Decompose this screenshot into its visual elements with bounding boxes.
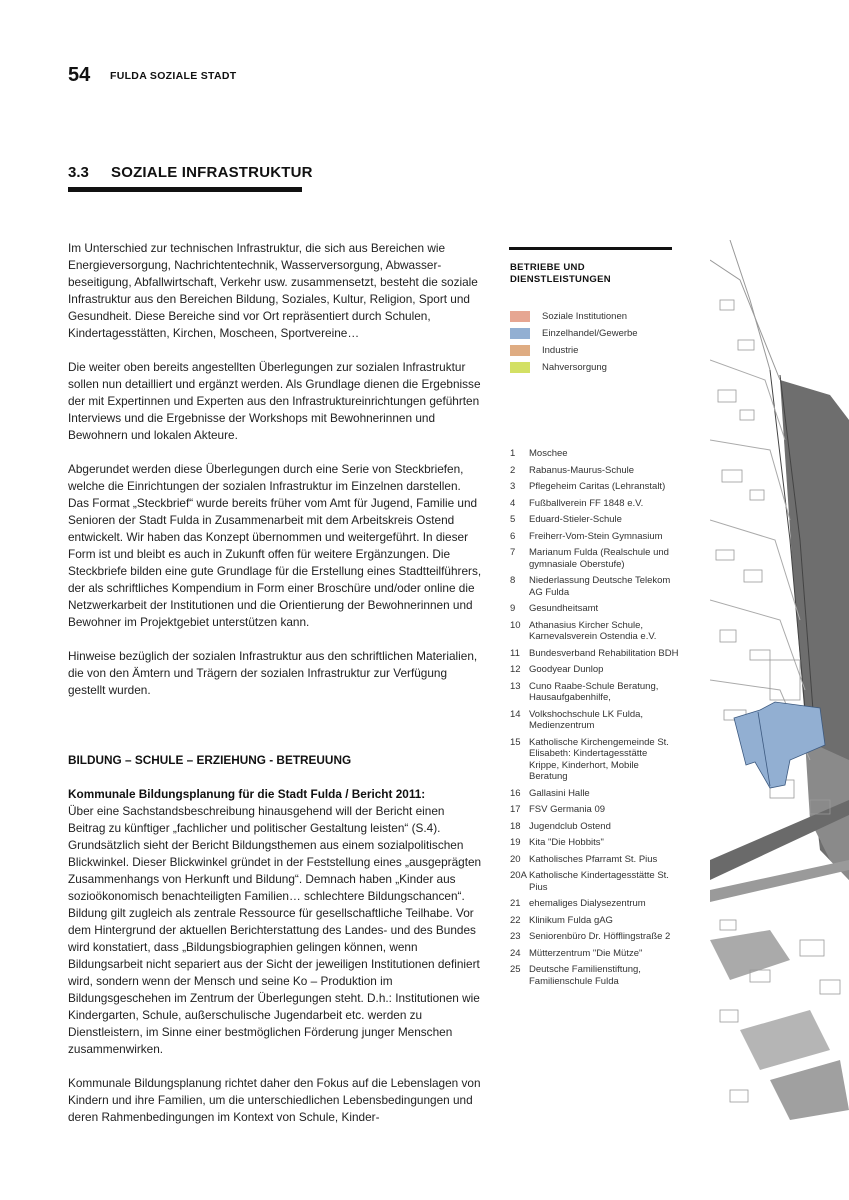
- list-item-number: 4: [510, 497, 516, 509]
- list-item: [510, 915, 680, 927]
- body-text-intro: [68, 240, 484, 699]
- list-item-number: 17: [510, 804, 521, 815]
- legend-label: Industrie: [542, 345, 579, 356]
- list-item-number: 5: [510, 514, 516, 525]
- list-item-text: Bundesverband Rehabilitation BDH: [529, 647, 679, 659]
- list-item-number: 12: [510, 664, 521, 675]
- list-item: [510, 575, 680, 598]
- section-rule: [68, 187, 302, 192]
- list-item: [510, 821, 680, 833]
- list-item-text: Eduard-Stieler-Schule: [529, 514, 622, 525]
- list-item: [510, 514, 680, 526]
- legend-item: [510, 361, 607, 374]
- section-number: 3.3: [68, 164, 89, 181]
- list-item: [510, 931, 680, 943]
- subheading-bildungsplanung: Kommunale Bildungsplanung für die Stadt Fulda / Bericht 2011:: [68, 787, 426, 801]
- paragraph-1: Im Unterschied zur technischen Infrastruktur, die sich aus Bereichen wie Energieversorgung, Nachrichtentechnik, Wasserversorgung, Abwasserbeseitigung, Abfallwirtschaft, Verkehr usw. zusammensetzt, besteht die soziale Infrastruktur aus den Bereichen Bildung, Soziales, Kultur, Religion, Sport und Gesundheit. Diese Bereiche sind vor Ort repräsentiert durch Schulen, Kindertagesstätten, Kirchen, Moscheen, Sportvereine…: [68, 241, 478, 340]
- list-item: [510, 681, 680, 704]
- list-item-number: 20A: [510, 870, 527, 881]
- list-item: [510, 898, 680, 910]
- list-item-number: 13: [510, 680, 521, 692]
- list-item-number: 15: [510, 736, 521, 748]
- list-item-number: 14: [510, 708, 521, 720]
- list-item-number: 19: [510, 837, 521, 848]
- list-item-text: Deutsche Familienstiftung, Familienschule Fulda: [529, 964, 641, 987]
- paragraph-4: Hinweise bezüglich der sozialen Infrastruktur aus den schriftlichen Materialien, die von den Ämtern und Trägern der sozialen Infrastruktur zur Verfügung gestellt wurden.: [68, 649, 478, 697]
- list-item-text: FSV Germania 09: [529, 804, 606, 815]
- list-item: [510, 465, 680, 477]
- list-item: [510, 648, 680, 660]
- legend-item: [510, 310, 627, 323]
- list-item-text: Gesundheitsamt: [529, 603, 599, 614]
- legend-swatch: [510, 345, 530, 356]
- section-title: SOZIALE INFRASTRUKTUR: [111, 164, 313, 181]
- list-item: [510, 870, 680, 893]
- list-item: [510, 804, 680, 816]
- list-item-text: Fußballverein FF 1848 e.V.: [529, 497, 644, 509]
- list-item: [510, 620, 680, 643]
- list-item-number: 18: [510, 820, 521, 832]
- list-item: [510, 664, 680, 676]
- list-item-number: 25: [510, 964, 521, 975]
- list-item: [510, 603, 680, 615]
- paragraph-2: Die weiter oben bereits angestellten Überlegungen zur sozialen Infrastruktur sollen nun detailliert und ergänzt werden. Als Grundlage dienen die Ergebnisse der mit Expertinnen und Experten aus den Infrastruktureinrichtungen geführten Interviews und die Ergebnisse der Workshops mit Bewohnerinnen und Bewohnern und lokalen Akteure.: [68, 360, 481, 442]
- list-item: [510, 547, 680, 570]
- list-item-number: 7: [510, 547, 516, 558]
- list-item-text: Mütterzentrum "Die Mütze": [529, 947, 643, 959]
- legend-title: BETRIEBE UND DIENSTLEISTUNGEN: [510, 262, 611, 285]
- list-item-number: 22: [510, 914, 521, 926]
- list-item-text: ehemaliges Dialysezentrum: [529, 898, 646, 909]
- list-item-number: 10: [510, 619, 521, 631]
- list-item-text: Volkshochschule LK Fulda, Medienzentrum: [529, 708, 644, 731]
- legend-swatch: [510, 362, 530, 373]
- list-item-text: Freiherr-Vom-Stein Gymnasium: [529, 530, 663, 542]
- list-item-number: 9: [510, 603, 516, 614]
- list-item: [510, 837, 680, 849]
- legend-item: [510, 327, 638, 340]
- list-item-text: Athanasius Kircher Schule, Karnevalsverein Ostendia e.V.: [529, 619, 657, 642]
- list-item: [510, 948, 680, 960]
- list-item: [510, 737, 680, 783]
- list-item-number: 1: [510, 448, 516, 459]
- subheading-bildung: BILDUNG – SCHULE – ERZIEHUNG - BETREUUNG: [68, 753, 352, 767]
- legend-label: Nahversorgung: [542, 362, 607, 373]
- page-number: 54: [68, 64, 91, 86]
- list-item-text: Katholische Kindertagesstätte St. Pius: [529, 870, 669, 893]
- facility-list: [510, 448, 680, 992]
- list-item: [510, 964, 680, 987]
- list-item-number: 2: [510, 464, 516, 476]
- list-item: [510, 531, 680, 543]
- list-item-text: Marianum Fulda (Realschule und gymnasiale Oberstufe): [529, 547, 669, 570]
- paragraph-6: Kommunale Bildungsplanung richtet daher den Fokus auf die Lebenslagen von Kindern und ihre Familien, um die unterschiedlichen Lebensbedingungen und deren Rahmenbedingungen im Kontext von Schule, Kinder-: [68, 1076, 481, 1124]
- list-item-text: Rabanus-Maurus-Schule: [529, 464, 635, 476]
- list-item-text: Gallasini Halle: [529, 787, 590, 799]
- list-item: [510, 709, 680, 732]
- list-item-text: Klinikum Fulda gAG: [529, 914, 613, 926]
- legend-rule: [509, 247, 672, 250]
- list-item-text: Kita "Die Hobbits": [529, 837, 604, 848]
- list-item-text: Seniorenbüro Dr. Höfflingstraße 2: [529, 931, 671, 942]
- legend-swatch: [510, 328, 530, 339]
- paragraph-3: Abgerundet werden diese Überlegungen durch eine Serie von Steckbriefen, welche die Einrichtungen der sozialen Infrastruktur im Einzelnen darstellen. Das Format „Steckbrief“ wurde bereits früher vom Amt für Jugend, Familie und Senioren der Stadt Fulda in Zusammenarbeit mit dem Arbeitskreis Ostend entwickelt. Wir haben das Konzept übernommen und weitergeführt. In dieser Form ist und bleibt es auch in Zukunft offen für weitere Ergänzungen. Die Steckbriefe bilden eine gute Grundlage für die Erstellung eines Stadtteilführers, der als schriftliches Kompendium in Form einer Broschüre und/oder online die Netzwerkarbeit der Institutionen und die Orientierung der Bewohnerinnen und Bewohner im Projektgebiet unterstützen kann.: [68, 462, 482, 629]
- legend-swatch: [510, 311, 530, 322]
- paragraph-5: Über eine Sachstandsbeschreibung hinausgehend will der Bericht einen Beitrag zu künftiger „fachlicher und politischer Gestaltung leisten“ (S.4). Grundsätzlich sieht der Bericht Bildungsthemen aus einem sozialpolitischen Blickwinkel. Dieser Blickwinkel gründet in der Feststellung eines „ausgeprägten Zusammenhangs von Herkunft und Bildung“. Demnach haben „Kinder aus sozioökonomisch benachteiligten Familien… schlechtere Bildungschancen“. Bildung gilt zugleich als zentrale Ressource für gesellschaftliche Teilhabe. Vor dem Hintergrund der aktuellen Berichterstattung des Landes- und des Bundes wird konstatiert, dass „Bildungsbiographien gelingen können, wenn Bildungsarbeit nicht separiert aus der Sicht der jeweiligen Institutionen definiert wird, sondern wenn der Mensch und seine Ko – Produktion im Bildungsgeschehen im Zentrum der Überlegungen steht. D.h.: Institutionen wie Kindergarten, Schule, außerschulische Jugendarbeit etc. werden zu Dienstleistern, im Sinne einer bestmöglichen Förderung junger Menschen zusammenwirken.: [68, 804, 482, 1056]
- body-text-bildung: [68, 752, 484, 1126]
- list-item-text: Katholische Kirchengemeinde St. Elisabeth: Kindertagesstätte Krippe, Kinderhort, Mobile Beratung: [529, 736, 669, 782]
- running-title: FULDA SOZIALE STADT: [110, 70, 237, 82]
- list-item-text: Jugendclub Ostend: [529, 820, 611, 832]
- list-item-number: 11: [510, 647, 520, 659]
- list-item-number: 8: [510, 575, 516, 586]
- list-item-text: Katholisches Pfarramt St. Pius: [529, 853, 658, 865]
- list-item-text: Cuno Raabe-Schule Beratung, Hausaufgabenhilfe,: [529, 680, 659, 703]
- list-item-text: Moschee: [529, 448, 568, 459]
- list-item-number: 3: [510, 481, 516, 492]
- list-item-text: Niederlassung Deutsche Telekom AG Fulda: [529, 575, 671, 598]
- district-map: [710, 240, 849, 1132]
- list-item-number: 6: [510, 530, 516, 542]
- legend-item: [510, 344, 578, 357]
- list-item-number: 23: [510, 931, 521, 942]
- list-item-number: 16: [510, 787, 521, 799]
- list-item-number: 21: [510, 898, 521, 909]
- list-item-text: Pflegeheim Caritas (Lehranstalt): [529, 481, 666, 492]
- legend-label: Soziale Institutionen: [542, 311, 628, 322]
- list-item: [510, 498, 680, 510]
- list-item: [510, 788, 680, 800]
- list-item: [510, 854, 680, 866]
- list-item: [510, 481, 680, 493]
- list-item-number: 20: [510, 853, 521, 865]
- legend-label: Einzelhandel/Gewerbe: [542, 328, 638, 339]
- list-item: [510, 448, 680, 460]
- list-item-number: 24: [510, 947, 521, 959]
- list-item-text: Goodyear Dunlop: [529, 664, 604, 675]
